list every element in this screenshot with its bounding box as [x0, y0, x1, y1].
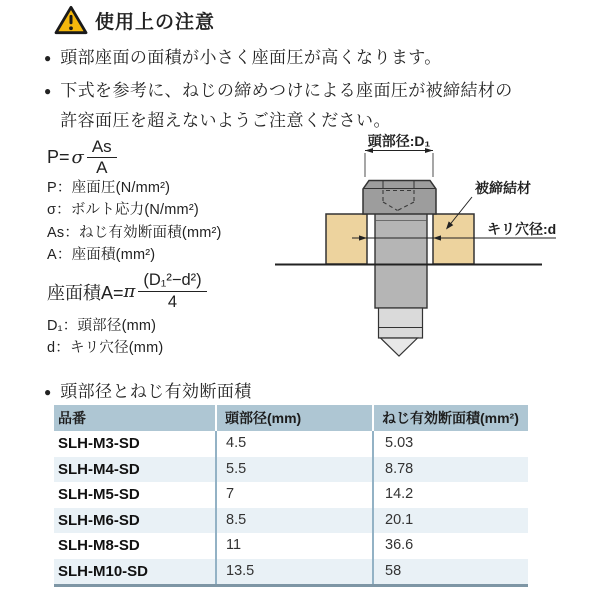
area-cell: 14.2 [372, 482, 528, 508]
sigma-symbol: σ [71, 147, 84, 168]
part-number-cell: SLH-M5-SD [58, 486, 140, 503]
part-number-cell: SLH-M8-SD [58, 537, 140, 554]
fraction-numerator: (D₁²−d²) [138, 271, 206, 292]
fraction [138, 271, 206, 312]
bolt-diagram [270, 128, 580, 368]
area-cell: 36.6 [372, 533, 528, 559]
area-cell: 58 [372, 559, 528, 585]
formula-definition-line: d：キリ穴径(mm) [47, 340, 164, 357]
table-row [54, 431, 528, 457]
table-row [54, 508, 528, 534]
formula-definition-line: As：ねじ有効断面積(mm²) [47, 224, 222, 241]
bullet-icon: ● [44, 385, 52, 399]
table-section-title-text: 頭部径とねじ有効断面積 [60, 382, 252, 401]
head-dia-cell: 8.5 [215, 508, 372, 534]
fraction [87, 137, 117, 178]
pi-symbol: π [123, 281, 136, 302]
area-formula-definitions [47, 315, 163, 360]
formula-definition-line: D₁：頭部径(mm) [47, 318, 157, 334]
table-row [54, 533, 528, 559]
bullet-icon: ● [44, 51, 52, 65]
usage-note-item [44, 76, 579, 136]
table-row [54, 457, 528, 483]
warning-title: 使用上の注意 [95, 11, 216, 33]
head-dia-cell: 11 [215, 533, 372, 559]
usage-note-item [44, 43, 579, 73]
bearing-pressure-formula [47, 137, 117, 178]
note-line: 許容面圧を超えないようご注意ください。 [60, 111, 391, 130]
formula-definition-line: P：座面圧(N/mm²) [47, 180, 171, 196]
formula-lhs: P= [47, 147, 70, 167]
area-cell: 20.1 [372, 508, 528, 534]
warning-triangle-icon [54, 5, 88, 35]
table-header-head-dia: 頭部径(mm) [215, 405, 372, 431]
bolt-shank [375, 213, 427, 308]
bearing-area-formula [47, 271, 207, 312]
table-row [54, 482, 528, 508]
table-row [54, 559, 528, 585]
bolt-thread-section [379, 308, 423, 338]
table-header-part: 品番 [54, 405, 215, 431]
area-cell: 8.78 [372, 457, 528, 483]
head-diameter-label: 頭部径:D₁ [367, 133, 431, 149]
warning-header [54, 5, 215, 35]
formula-definition-line: σ：ボルト応力(N/mm²) [47, 202, 199, 219]
part-number-cell: SLH-M10-SD [58, 562, 149, 580]
bullet-icon: ● [44, 84, 52, 98]
part-number-cell: SLH-M3-SD [58, 435, 140, 452]
head-dia-cell: 13.5 [215, 559, 372, 585]
head-dia-cell: 7 [215, 482, 372, 508]
area-cell: 5.03 [372, 431, 528, 457]
part-number-cell: SLH-M4-SD [58, 460, 140, 478]
hole-diameter-label: キリ穴径:d [487, 221, 557, 237]
table-header-row [54, 405, 528, 431]
clamped-member-label: 被締結材 [475, 180, 531, 196]
head-dia-cell: 4.5 [215, 431, 372, 457]
table-section-title [44, 380, 252, 404]
note-line: 頭部座面の面積が小さく座面圧が高くなります。 [60, 48, 442, 67]
formula-prefix: 座面積A= [47, 282, 124, 303]
head-dia-cell: 5.5 [215, 457, 372, 483]
usage-notes [44, 43, 579, 139]
spec-table [54, 405, 528, 587]
bolt-tip [381, 338, 418, 356]
table-header-area: ねじ有効断面積(mm²) [372, 405, 528, 431]
formula-definition-line: A：座面積(mm²) [47, 246, 156, 263]
fraction-denominator: 4 [167, 293, 178, 311]
part-number-cell: SLH-M6-SD [58, 511, 140, 529]
pressure-formula-definitions [47, 177, 222, 266]
fraction-denominator: A [96, 158, 108, 177]
note-line: 下式を参考に、ねじの締めつけによる座面圧が被締結材の [60, 81, 513, 100]
fraction-numerator: As [87, 137, 117, 158]
